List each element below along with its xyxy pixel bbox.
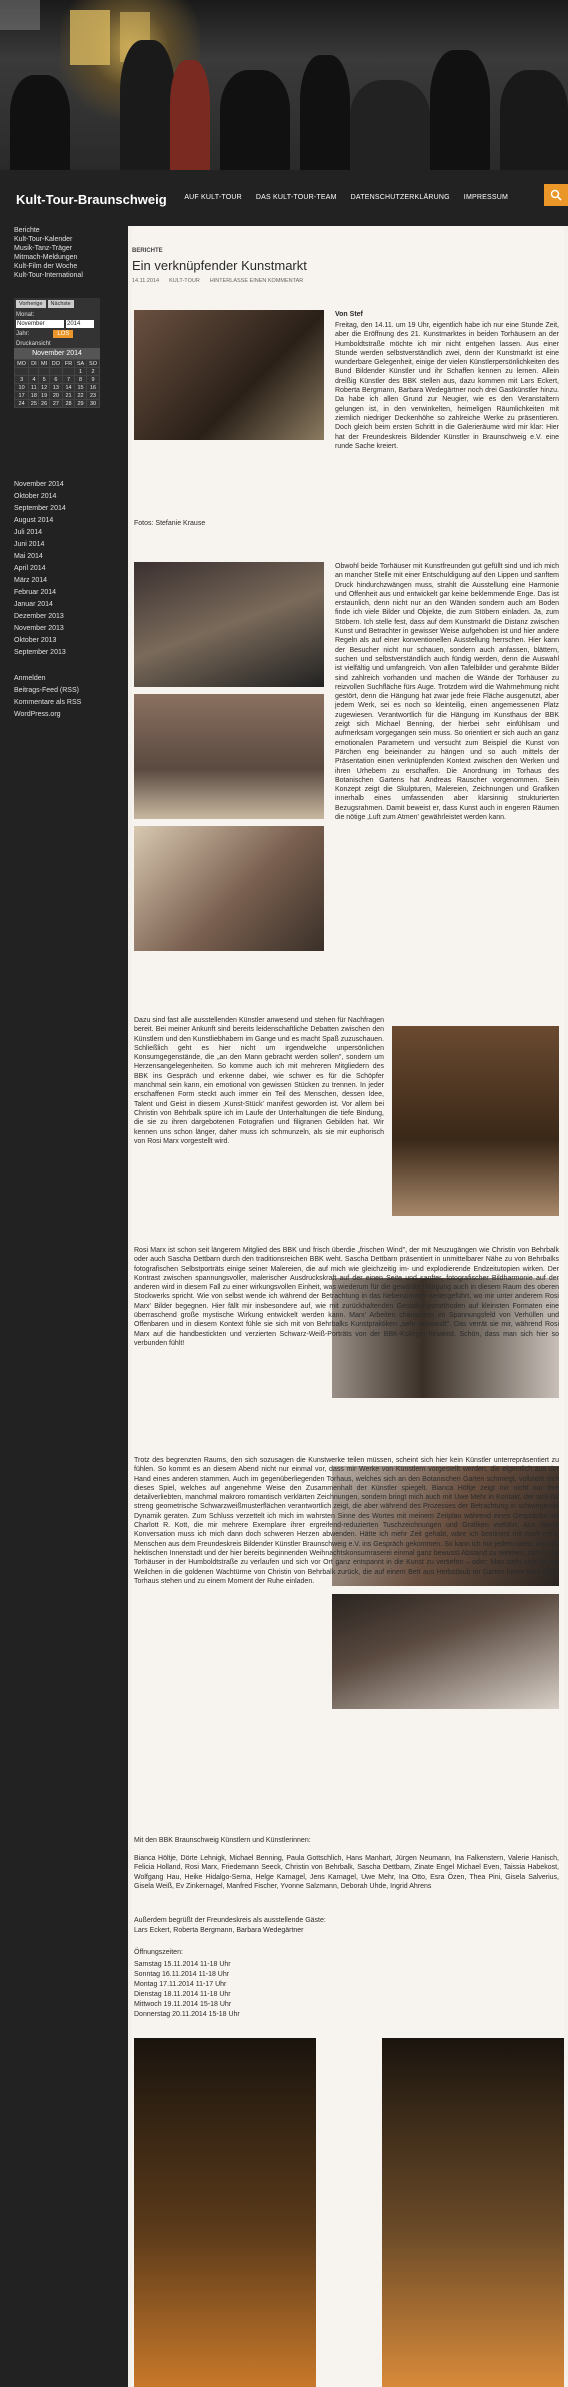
post-date[interactable]: 14.11.2014 xyxy=(132,278,160,284)
calendar-day-header: MI xyxy=(39,360,49,368)
opening-hours-line: Mittwoch 19.11.2014 15-18 Uhr xyxy=(134,2001,232,2008)
post-intro-continued xyxy=(134,448,559,506)
calendar-day-header: SA xyxy=(75,360,87,368)
calendar-day xyxy=(39,368,49,376)
archive-link[interactable]: September 2014 xyxy=(14,505,66,512)
calendar-day xyxy=(49,368,62,376)
calendar-day[interactable]: 7 xyxy=(63,376,75,384)
sidebar-cat-berichte[interactable]: Berichte xyxy=(14,227,40,234)
main-content xyxy=(128,226,568,2387)
artists-list-title: Mit den BBK Braunschweig Künstlern und Künstlerinnen: xyxy=(134,1837,311,1844)
opening-hours-line: Dienstag 18.11.2014 11-18 Uhr xyxy=(134,1991,231,1998)
calendar-day xyxy=(15,368,29,376)
archive-link[interactable]: Oktober 2014 xyxy=(14,493,57,500)
calendar-day[interactable]: 29 xyxy=(75,400,87,408)
calendar-jahr-label: Jahr: xyxy=(16,331,30,337)
photo-smartphone xyxy=(134,562,324,687)
opening-hours-line: Sonntag 16.11.2014 11-18 Uhr xyxy=(134,1971,230,1978)
calendar-day[interactable]: 22 xyxy=(75,392,87,400)
meta-wordpress[interactable]: WordPress.org xyxy=(14,711,61,718)
main-navigation xyxy=(184,194,508,201)
artists-list: Bianca Höltje, Dörte Lehnigk, Michael Benning, Paula Gottschlich, Hans Manhart, Jürgen Neumann, Ina Falkenstern, Valerie Hanisch, Felicia Holland, Rosi Marx, Friedemann Seeck, Christin von Behrbalk, Sascha Dettbarn, Zinate Engel Michael Even, Taissia Habekost, Wolfgang Hau, Heike Hidalgo-Serna, Helge Karnagel, Jens Karnagel, Uwe Mehr, Ina Otto, Esra Özen, Thea Pini, Gisela Salverius, Gisela Weiß, Ev Zinkernagel, Manfred Fischer, Yvonne Salzmann, Deborah Uhde, Ingrid Ahrens xyxy=(134,1855,559,1890)
post-comment-link[interactable]: HINTERLASSE EINEN KOMMENTAR xyxy=(209,278,304,284)
post-paragraph-2: Obwohl beide Torhäuser mit Kunstfreunden gut gefüllt sind und ich mich an mancher Stelle mit einer Entschuldigung auf den Lippen und sanftem Druck hindurchzwängen muss, strahlt die Ausstellung eine Harmonie und Offenheit aus und entwickelt gar keine beklemmende Enge. Das ist erstaunlich, denn nicht nur an den Wänden sondern auch am Boden finde ich viele Bilder und Objekte, die zum Stöbern einladen. Ja, zum Stöbern. Ich stelle fest, dass auf dem Kunstmarkt die Distanz zwischen Kunst und Betrachter in gewisser Weise aufgehoben ist und hier andere Regeln als auf einer konventionellen Ausstellung herrschen. Hier kann der Besucher nicht nur schauen, sondern auch anfassen, blättern, suchen und selbstverständlich auch fündig werden, denn die Auswahl ist vielfältig und umfangreich. Von allen Tafelbilder und gerahmte Bilder sind zahlreich vorhanden und machen die Wände der Torhäuser zu reizvollen Suchfläche fürs Auge. Trotzdem wird die Wahrnehmung nicht gestört, denn die Hängung hat zwar jede freie Fläche ausgenutzt, aber jedem Werk, sei es noch so kleinteilig, einen angemessenen Platz zugewiesen. Verantwortlich für die Hängung im Kunsthaus der BBK zeigt sich Michael Benning, der hierbei sehr einfühlsam und aufmerksam vorgegangen sein muss. So orientiert er sich auch an ganz emotionalen Parametern und versucht zum Beispiel die Kunst von Pärchen eng beieinander zu hängen und so auch mittels der Präsentation einen verknüpfenden Kontext zwischen den Werken und ihren Urhebern zu erschaffen. Die Anordnung im Torhaus des Botanischen Gartens hat Andreas Rauscher vorgenommen. Sein Konzept zeigt die Skulpturen, Malereien, Zeichnungen und Grafiken innerhalb eines umfassenden aber klarsinnig strukturierten Bezugsrahmen. Damit beweist er, dass Kunst auch in engeren Räumen die nötige ‚Luft zum Atmen' gewährleistet werden kann. xyxy=(335,563,559,822)
archive-link[interactable]: August 2014 xyxy=(14,517,54,524)
nav-auf-kult-tour[interactable]: AUF KULT-TOUR xyxy=(184,194,242,201)
calendar-day-header: DO xyxy=(49,360,62,368)
post-paragraph-4: Rosi Marx ist schon seit längerem Mitglied des BBK und frisch überdie „frischen Wind", der mit Neuzugängen wie Christin von Behrbalk oder auch Sascha Dettbarn durch den traditionsreichen BBK weht. Sascha Dettbarn präsentiert in unmittelbarer Nähe zu von Behrbalks fotografischen Selbstporträts einige seiner Malereien, die auf mich wie gleichzeitig im- und explodierende Endzeitutopien wirken. Der Kontrast zwischen spannungsvoller, malerischer Ausdruckskraft auf der einen Seite und sanfter, fotografischer Bildharmonie auf der anderen wird in diesem Fall zu einer wirkungsvollen Einheit, was wiederum für die gewählte Hängung auch in diesem Raum des oberen Stockwerks spricht. Wie von selbst wende ich während der Betrachtung in das Nebenzimmer weitergeführt, wo mir unter anderem Rosi Marx' Bilder begegnen. Hier fällt mir insbesondere auf, wie mit zurückhaltenden Gestaltungsmethoden auf kleinsten Formaten eine überraschend große mystische Wirkung entwickelt werden kann. Marx' Arbeiten changieren im Spannungsfeld von Verhüllen und Offenbaren und in diesem Kontext fühle sie sich mit von Behrbalks Kunstpraktiken „sehr verwandt". Das verrät sie mir, während Rosi Marx auf die handbestickten und verzierten Schwarz-Weiß-Porträts von der BBK-Kollegin hinweist. Schön, dass man sich hier so verbunden fühlt! xyxy=(134,1247,559,1347)
photo-artwork-wall xyxy=(392,1026,559,1216)
calendar-day[interactable]: 16 xyxy=(87,384,100,392)
guests-title: Außerdem begrüßt der Freundeskreis als ausstellende Gäste: xyxy=(134,1917,326,1924)
photo-browsing-prints xyxy=(134,694,324,819)
nav-impressum[interactable]: IMPRESSUM xyxy=(463,194,508,201)
calendar-day[interactable]: 14 xyxy=(63,384,75,392)
header-image xyxy=(0,0,568,170)
photo-watchtower-left xyxy=(134,2038,316,2387)
post-intro: Freitag, den 14.11. um 19 Uhr, eigentlich habe ich nur eine Stunde Zeit, aber die Eröffnung des 21. Kunstmarktes in beiden Torhäusern an der Humboldtstraße möchte ich mir nicht entgehen lassen. Aus einer Stunde werden selbstverständlich zwei, denn der Kunstmarkt ist eine wunderbare Gelegenheit, einige der vielen Künstlerpersönlichkeiten des Bund Bildender Künstler und ihr Schaffen kennen zu lernen. Allein dreißig Künstler des BBK stellen aus, dazu kommen mit Lars Eckert, Roberta Bergmann, Barbara Wedegärtner noch drei Gastkünstler hinzu. Da habe ich allen Grund zur Neugier, wie es den Veranstaltern gelungen ist, in den verwinkelten, heimeligen Räumlichkeiten mit ziemlich niedriger Deckenhöhe so zahlreiche Werke zu präsentieren. Doch gleich beim ersten Schritt in die Galerieräume wird mir klar: Hier hat der Freundeskreis Bildender Künstler in Braunschweig e.V. eine runde Sache kreiert. xyxy=(335,322,559,450)
calendar-table xyxy=(14,359,100,408)
archive-link[interactable]: Oktober 2013 xyxy=(14,637,57,644)
nav-datenschutz[interactable]: DATENSCHUTZERKLÄRUNG xyxy=(350,194,450,201)
calendar-day[interactable]: 5 xyxy=(39,376,49,384)
calendar-day[interactable]: 18 xyxy=(29,392,39,400)
opening-hours-line: Montag 17.11.2014 11-17 Uhr xyxy=(134,1981,227,1988)
post-photo-credit: Fotos: Stefanie Krause xyxy=(134,520,206,527)
post-paragraph-5: Trotz des begrenzten Raums, den sich sozusagen die Kunstwerke teilen müssen, scheint sich hier kein Künstler unterrepräsentiert zu fühlen. So kommt es an diesem Abend nicht nur einmal vor, dass mir Werke von Künstlern vorgestellt werden, die eigentlich aus der Hand eines anderen stammen. Auch im gegenüberliegenden Torhaus, welches sich an den Botanischen Garten schmiegt, vollzieht sich dieses Spiel, welches auf angenehme Weise den Zusammenhalt der Künstler spiegelt. Bianca Höltje zeigt mir nicht nur ihre detailverliebten, manchmal makroro romantisch verklärten Zeichnungen, sondern bringt mich auch mit Uwe Mehr in Kontakt, der sich für streng geometrische Schwarzweißmusterflächen verantwortlich zeigt, die aber während des Prozesses der Betrachtung in schwingende Dynamik geraten. Zum Schluss verzettelt ich mich im wahrsten Sinne des Wortes mit meinem Zeitplan während eines Gesprächs mit Charlott R. Kott, die mir mehrere Exemplare ihrer ergreifend-reduzierten Tuschzeichnungen und Grafiken vorführt. Aus dieser Konversation muss ich mich dann doch schweren Herzen abwenden. Hätte ich mehr Zeit gehabt, wäre ich bestimmt mit noch mehr Menschen aus dem Freundeskreis Bildender Künstler Braunschweig e.V. ins Gespräch gekommen. So kann ich nur jedem raten, von der hektischen Innenstadt und der hier bereits beginnenden Weihnachtskonsumraserei einmal ganz bewusst Abstand zu nehmen, sich in die Torhäuser in der Humboldtstraße zu verlaufen und sich vor Ort ganz entspannt in die Kunst zu vertiefen – oder: Man zieht sich für ein Weilchen in die goldenen Wachtürme von Christin von Behrbalk zurück, die auf einem Bett aus Herbstlaub im Garten hinter dem BBK-Torhaus stehen und zu einem Moment der Ruhe einladen. xyxy=(134,1457,559,1585)
archive-link[interactable]: Januar 2014 xyxy=(14,601,53,608)
calendar-day-header: MO xyxy=(15,360,29,368)
calendar-print[interactable]: Druckansicht xyxy=(16,341,51,347)
meta-login[interactable]: Anmelden xyxy=(14,675,46,682)
calendar-day[interactable]: 4 xyxy=(29,376,39,384)
calendar-day[interactable]: 11 xyxy=(29,384,39,392)
calendar-day[interactable]: 19 xyxy=(39,392,49,400)
post-title: Ein verknüpfender Kunstmarkt xyxy=(132,258,307,273)
calendar-day[interactable]: 2 xyxy=(87,368,100,376)
search-button[interactable] xyxy=(544,184,568,206)
opening-hours-line: Donnerstag 20.11.2014 15-18 Uhr xyxy=(134,2011,240,2018)
photo-tablet-visitor xyxy=(134,310,324,440)
archive-link[interactable]: Februar 2014 xyxy=(14,589,57,596)
calendar-month-select[interactable]: November xyxy=(16,320,64,328)
opening-hours-line: Samstag 15.11.2014 11-18 Uhr xyxy=(134,1961,231,1968)
calendar-day[interactable]: 3 xyxy=(15,376,29,384)
photo-visitor-at-table xyxy=(134,826,324,951)
sidebar-cat-film[interactable]: Kult-Film der Woche xyxy=(14,263,78,270)
calendar-next[interactable]: Nächste xyxy=(48,300,74,308)
calendar-day[interactable]: 24 xyxy=(15,400,29,408)
post-author-line: Von Stef xyxy=(335,311,363,318)
calendar-day[interactable]: 8 xyxy=(75,376,87,384)
post-paragraph-3: Dazu sind fast alle ausstellenden Künstler anwesend und stehen für Nachfragen bereit. Bei meiner Ankunft sind bereits leidenschaftliche Debatten zwischen den Künstlern und den Kunstliebhabern im Gange und es macht Spaß zuzuschauen. Schließlich geht es hier nicht um irgendwelche unpersönlichen Konsumgegenstände, die „an den Mann gebracht werden sollen", sondern um Herzensangelegenheiten. So komme auch ich mit mehreren Mitgliedern des BBK ins Gespräch und erkenne dabei, wie schwer es für die Schöpfer manchmal sein kann, ein emotional von gewissen Stücken zu trennen. In jeder erschaffenen Form steckt auch immer ein Teil des Menschen, dessen Idee, Talent und Geist in diesem ‚Kunst-Stück' manifest geworden ist. Vor allem bei Christin von Behrbalk spüre ich im Laufe der Unterhaltungen die tiefe Bindung, die sie zu ihren dargebotenen Fotografien und filigranen Gebilden hat. Wir kennen uns schon länger, daher muss ich schmunzeln, als sie mir euphorisch von Rosi Marx vorgestellt wird. xyxy=(134,1017,384,1145)
calendar-day[interactable]: 30 xyxy=(87,400,100,408)
post-author[interactable]: KULT-TOUR xyxy=(169,278,200,284)
calendar-day-header: DI xyxy=(29,360,39,368)
sidebar-cat-international[interactable]: Kult-Tour-International xyxy=(14,272,83,279)
meta-feed[interactable]: Beitrags-Feed (RSS) xyxy=(14,687,79,694)
archive-link[interactable]: Mai 2014 xyxy=(14,553,43,560)
archive-link[interactable]: November 2014 xyxy=(14,481,64,488)
archive-link[interactable]: Dezember 2013 xyxy=(14,613,64,620)
post-category[interactable]: BERICHTE xyxy=(132,248,163,254)
archive-link[interactable]: November 2013 xyxy=(14,625,64,632)
opening-hours-title: Öffnungszeiten: xyxy=(134,1949,183,1956)
photo-watchtower-right xyxy=(382,2038,564,2387)
calendar-day-header: SO xyxy=(87,360,100,368)
calendar-day[interactable]: 25 xyxy=(29,400,39,408)
sidebar xyxy=(0,226,128,2387)
calendar-day[interactable]: 27 xyxy=(49,400,62,408)
archive-link[interactable]: Juni 2014 xyxy=(14,541,45,548)
archive-link[interactable]: April 2014 xyxy=(14,565,46,572)
calendar-day[interactable]: 12 xyxy=(39,384,49,392)
calendar-day[interactable]: 1 xyxy=(75,368,87,376)
calendar-day-header: FR xyxy=(63,360,75,368)
calendar-los-button[interactable]: LOS xyxy=(53,330,73,338)
sidebar-cat-kalender[interactable]: Kult-Tour-Kalender xyxy=(14,236,73,243)
calendar-monat-label: Monat: xyxy=(16,312,35,318)
calendar-day xyxy=(29,368,39,376)
guests-list: Lars Eckert, Roberta Bergmann, Barbara Wedegärtner xyxy=(134,1927,304,1934)
sidebar-cat-mitmach[interactable]: Mitmach-Meldungen xyxy=(14,254,78,261)
calendar-day[interactable]: 13 xyxy=(49,384,62,392)
calendar-day[interactable]: 23 xyxy=(87,392,100,400)
nav-kult-tour-team[interactable]: DAS KULT-TOUR-TEAM xyxy=(255,194,337,201)
calendar-day[interactable]: 20 xyxy=(49,392,62,400)
post-meta xyxy=(132,278,303,284)
calendar-day[interactable]: 15 xyxy=(75,384,87,392)
calendar-title: November 2014 xyxy=(14,348,100,359)
masthead xyxy=(0,170,568,226)
calendar-day[interactable]: 6 xyxy=(49,376,62,384)
site-title[interactable]: Kult-Tour-Braunschweig xyxy=(16,192,167,207)
archive-link[interactable]: Juli 2014 xyxy=(14,529,43,536)
meta-comments-feed[interactable]: Kommentare als RSS xyxy=(14,699,82,706)
calendar-day[interactable]: 26 xyxy=(39,400,49,408)
calendar-widget xyxy=(14,298,100,408)
calendar-day[interactable]: 9 xyxy=(87,376,100,384)
calendar-day[interactable]: 21 xyxy=(63,392,75,400)
archive-link[interactable]: März 2014 xyxy=(14,577,48,584)
calendar-day[interactable]: 10 xyxy=(15,384,29,392)
calendar-day xyxy=(63,368,75,376)
calendar-day[interactable]: 17 xyxy=(15,392,29,400)
search-icon xyxy=(550,189,562,201)
calendar-day[interactable]: 28 xyxy=(63,400,75,408)
sidebar-cat-musik[interactable]: Musik-Tanz-Träger xyxy=(14,245,73,252)
archive-link[interactable]: September 2013 xyxy=(14,649,66,656)
calendar-prev[interactable]: Vorherige xyxy=(16,300,46,308)
calendar-year-select[interactable]: 2014 xyxy=(66,320,94,328)
